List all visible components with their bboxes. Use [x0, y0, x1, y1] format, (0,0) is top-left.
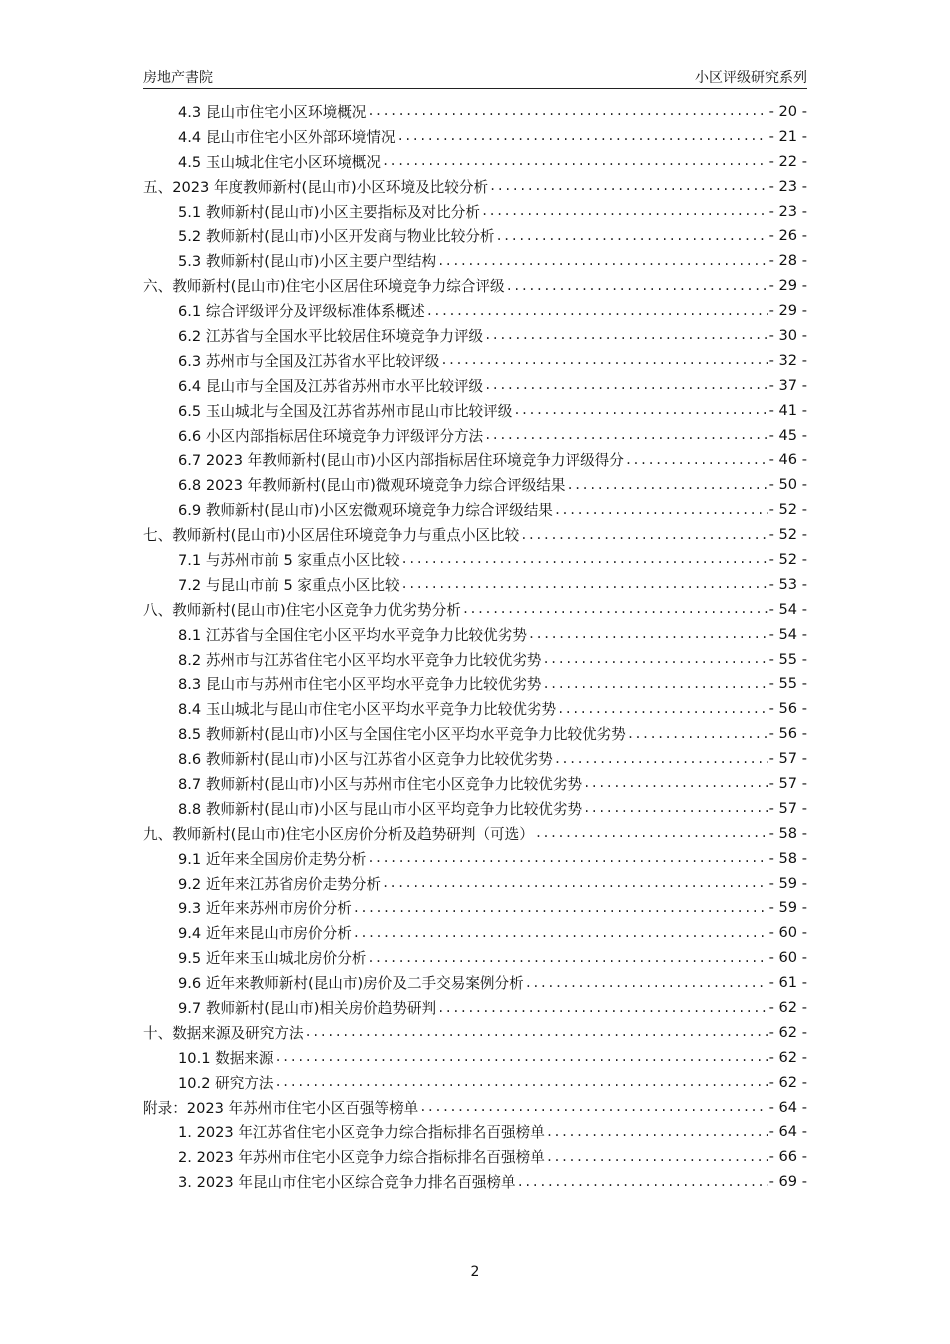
- toc-leader-dots: [437, 254, 767, 268]
- toc-leader-dots: [627, 727, 768, 741]
- toc-entry[interactable]: [143, 547, 807, 572]
- toc-leader-dots: [513, 403, 767, 417]
- toc-entry[interactable]: [143, 373, 807, 398]
- toc-entry-page: - 57 -: [768, 774, 807, 792]
- toc-entry-title: 8.3 昆山市与苏州市住宅小区平均水平竞争力比较优劣势: [178, 676, 542, 694]
- toc-entry-title: 附录：2023 年苏州市住宅小区百强等榜单: [143, 1099, 419, 1117]
- toc-entry[interactable]: [143, 1020, 807, 1045]
- toc-entry[interactable]: [143, 323, 807, 348]
- toc-leader-dots: [397, 129, 768, 143]
- toc-leader-dots: [546, 1125, 768, 1139]
- toc-entry-page: - 62 -: [768, 1023, 807, 1041]
- toc-entry-title: 8.4 玉山城北与昆山市住宅小区平均水平竞争力比较优劣势: [178, 701, 557, 719]
- toc-leader-dots: [546, 1150, 768, 1164]
- toc-leader-dots: [567, 478, 768, 492]
- toc-leader-dots: [305, 1025, 768, 1039]
- toc-entry-page: - 61 -: [768, 974, 807, 992]
- toc-entry[interactable]: [143, 572, 807, 597]
- toc-entry[interactable]: [143, 896, 807, 921]
- toc-entry-page: - 46 -: [768, 451, 807, 469]
- toc-entry-page: - 29 -: [768, 302, 807, 320]
- toc-entry[interactable]: [143, 174, 807, 199]
- toc-leader-dots: [275, 1075, 768, 1089]
- toc-entry[interactable]: [143, 647, 807, 672]
- toc-leader-dots: [382, 154, 768, 168]
- toc-entry-title: 六、教师新村(昆山市)住宅小区居住环境竞争力综合评级: [143, 278, 505, 296]
- toc-entry-title: 9.2 近年来江苏省房价走势分析: [178, 875, 381, 893]
- toc-entry-title: 6.7 2023 年教师新村(昆山市)小区内部指标居住环境竞争力评级得分: [178, 452, 624, 470]
- toc-entry-page: - 69 -: [768, 1173, 807, 1191]
- toc-entry-title: 2. 2023 年苏州市住宅小区竞争力综合指标排名百强榜单: [178, 1149, 545, 1167]
- toc-entry-page: - 58 -: [768, 824, 807, 842]
- toc-leader-dots: [535, 826, 768, 840]
- toc-leader-dots: [484, 378, 767, 392]
- toc-entry-title: 9.7 教师新村(昆山市)相关房价趋势研判: [178, 1000, 437, 1017]
- toc-entry[interactable]: [143, 223, 807, 248]
- toc-leader-dots: [462, 602, 768, 616]
- toc-entry-title: 9.5 近年来玉山城北房价分析: [178, 950, 367, 968]
- toc-entry-page: - 54 -: [768, 600, 807, 618]
- toc-leader-dots: [554, 503, 768, 517]
- toc-leader-dots: [543, 677, 768, 691]
- toc-entry-title: 五、2023 年度教师新村(昆山市)小区环境及比较分析: [143, 178, 489, 196]
- toc-entry[interactable]: [143, 671, 807, 696]
- toc-leader-dots: [367, 851, 767, 865]
- toc-entry[interactable]: [143, 423, 807, 448]
- toc-leader-dots: [506, 279, 768, 293]
- toc-entry-title: 8.6 教师新村(昆山市)小区与江苏省小区竞争力比较优劣势: [178, 751, 553, 769]
- toc-leader-dots: [496, 229, 768, 243]
- toc-entry[interactable]: [143, 497, 807, 522]
- toc-entry-page: - 41 -: [768, 401, 807, 419]
- toc-entry[interactable]: [143, 1169, 807, 1194]
- toc-entry-title: 十、数据来源及研究方法: [143, 1024, 304, 1042]
- toc-entry[interactable]: [143, 273, 807, 298]
- toc-entry-page: - 59 -: [768, 899, 807, 917]
- toc-entry[interactable]: [143, 821, 807, 846]
- toc-entry[interactable]: [143, 248, 807, 273]
- toc-entry-page: - 66 -: [768, 1148, 807, 1166]
- toc-entry-page: - 53 -: [768, 575, 807, 593]
- toc-entry[interactable]: [143, 398, 807, 423]
- toc-entry-page: - 32 -: [768, 351, 807, 369]
- toc-leader-dots: [401, 577, 768, 591]
- toc-entry-title: 9.6 近年来教师新村(昆山市)房价及二手交易案例分析: [178, 975, 524, 993]
- toc-entry-page: - 45 -: [768, 426, 807, 444]
- toc-entry[interactable]: [143, 721, 807, 746]
- toc-entry[interactable]: [143, 1045, 807, 1070]
- toc-entry-title: 6.2 江苏省与全国水平比较居住环境竞争力评级: [178, 327, 484, 345]
- toc-entry-title: 8.8 教师新村(昆山市)小区与昆山市小区平均竞争力比较优劣势: [178, 800, 583, 818]
- toc-entry-page: - 60 -: [768, 924, 807, 942]
- toc-leader-dots: [583, 801, 768, 815]
- toc-leader-dots: [481, 204, 768, 218]
- toc-entry[interactable]: [143, 348, 807, 373]
- toc-entry-page: - 57 -: [768, 799, 807, 817]
- toc-entry-title: 7.2 与昆山市前 5 家重点小区比较: [178, 576, 400, 594]
- toc-entry[interactable]: [143, 970, 807, 995]
- toc-entry-page: - 55 -: [768, 675, 807, 693]
- toc-entry[interactable]: [143, 871, 807, 896]
- toc-entry-page: - 62 -: [768, 999, 807, 1016]
- header-series-title: 小区评级研究系列: [695, 70, 807, 86]
- toc-leader-dots: [367, 951, 767, 965]
- toc-entry[interactable]: [143, 199, 807, 224]
- toc-entry[interactable]: [143, 447, 807, 472]
- toc-entry-page: - 21 -: [768, 127, 807, 145]
- toc-leader-dots: [353, 926, 768, 940]
- toc-entry-page: - 62 -: [768, 1048, 807, 1066]
- toc-entry-title: 八、教师新村(昆山市)住宅小区竞争力优劣势分析: [143, 601, 461, 619]
- toc-entry-page: - 50 -: [768, 476, 807, 494]
- toc-entry-title: 5.1 教师新村(昆山市)小区主要指标及对比分析: [178, 203, 480, 221]
- toc-entry-title: 8.7 教师新村(昆山市)小区与苏州市住宅小区竞争力比较优劣势: [178, 775, 583, 793]
- toc-entry-page: - 52 -: [768, 501, 807, 519]
- toc-entry[interactable]: [143, 696, 807, 721]
- toc-entry[interactable]: [143, 597, 807, 622]
- toc-entry-title: 6.8 2023 年教师新村(昆山市)微观环境竞争力综合评级结果: [178, 477, 566, 495]
- toc-entry[interactable]: [143, 846, 807, 871]
- toc-entry[interactable]: [143, 746, 807, 771]
- toc-leader-dots: [382, 876, 768, 890]
- toc-entry[interactable]: [143, 1095, 807, 1120]
- toc-entry-title: 4.4 昆山市住宅小区外部环境情况: [178, 128, 396, 146]
- toc-entry-title: 8.1 江苏省与全国住宅小区平均水平竞争力比较优劣势: [178, 626, 527, 644]
- toc-entry-title: 6.9 教师新村(昆山市)小区宏微观环境竞争力综合评级结果: [178, 502, 553, 520]
- toc-entry-page: - 22 -: [768, 152, 807, 170]
- toc-entry-page: - 58 -: [768, 849, 807, 867]
- toc-leader-dots: [554, 752, 768, 766]
- toc-leader-dots: [367, 104, 767, 118]
- page-number: 2: [470, 1264, 480, 1280]
- toc-entry[interactable]: [143, 771, 807, 796]
- toc-entry-title: 6.1 综合评级评分及评级标准体系概述: [178, 303, 425, 321]
- toc-entry-title: 8.5 教师新村(昆山市)小区与全国住宅小区平均水平竞争力比较优劣势: [178, 726, 626, 744]
- toc-entry-title: 6.4 昆山市与全国及江苏省苏州市水平比较评级: [178, 377, 484, 395]
- toc-leader-dots: [528, 627, 768, 641]
- toc-entry-title: 七、教师新村(昆山市)小区居住环境竞争力与重点小区比较: [143, 527, 520, 545]
- toc-entry-page: - 37 -: [768, 376, 807, 394]
- toc-leader-dots: [275, 1050, 768, 1064]
- page-header: [143, 64, 807, 89]
- toc-entry[interactable]: [143, 945, 807, 970]
- toc-entry-page: - 29 -: [768, 277, 807, 295]
- toc-leader-dots: [419, 1100, 767, 1114]
- toc-entry-title: 9.4 近年来昆山市房价分析: [178, 925, 352, 943]
- toc-entry-title: 4.3 昆山市住宅小区环境概况: [178, 103, 367, 121]
- toc-leader-dots: [489, 179, 768, 193]
- toc-entry-title: 5.2 教师新村(昆山市)小区开发商与物业比较分析: [178, 228, 495, 246]
- toc-entry-page: - 64 -: [768, 1123, 807, 1141]
- toc-leader-dots: [583, 776, 768, 790]
- toc-entry-page: - 30 -: [768, 326, 807, 344]
- toc-entry-title: 5.3 教师新村(昆山市)小区主要户型结构: [178, 253, 437, 271]
- toc-leader-dots: [353, 901, 768, 915]
- table-of-contents: [143, 99, 807, 1194]
- toc-entry-title: 7.1 与苏州市前 5 家重点小区比较: [178, 551, 400, 569]
- toc-entry-page: - 20 -: [768, 102, 807, 120]
- toc-entry-page: - 56 -: [768, 700, 807, 718]
- toc-entry-title: 6.3 苏州市与全国及江苏省水平比较评级: [178, 352, 440, 370]
- toc-entry-page: - 54 -: [768, 625, 807, 643]
- toc-entry-page: - 26 -: [768, 227, 807, 245]
- toc-entry-page: - 59 -: [768, 874, 807, 892]
- toc-entry[interactable]: [143, 298, 807, 323]
- toc-leader-dots: [520, 528, 767, 542]
- toc-entry-title: 6.6 小区内部指标居住环境竞争力评级评分方法: [178, 427, 484, 445]
- toc-entry-page: - 55 -: [768, 650, 807, 668]
- toc-leader-dots: [440, 353, 767, 367]
- toc-entry[interactable]: [143, 472, 807, 497]
- toc-entry[interactable]: [143, 99, 807, 124]
- toc-leader-dots: [625, 453, 768, 467]
- toc-leader-dots: [557, 702, 768, 716]
- toc-entry[interactable]: [143, 920, 807, 945]
- toc-entry-title: 10.2 研究方法: [178, 1074, 274, 1092]
- toc-entry-page: - 23 -: [768, 177, 807, 195]
- toc-entry-page: - 28 -: [768, 252, 807, 270]
- toc-entry[interactable]: [143, 622, 807, 647]
- toc-entry-page: - 23 -: [768, 202, 807, 220]
- toc-entry[interactable]: [143, 124, 807, 149]
- toc-entry-title: 6.5 玉山城北与全国及江苏省苏州市昆山市比较评级: [178, 402, 513, 420]
- toc-entry-title: 1. 2023 年江苏省住宅小区竞争力综合指标排名百强榜单: [178, 1124, 545, 1142]
- toc-entry-title: 9.3 近年来苏州市房价分析: [178, 900, 352, 918]
- toc-entry-title: 8.2 苏州市与江苏省住宅小区平均水平竞争力比较优劣势: [178, 651, 542, 669]
- toc-leader-dots: [525, 976, 768, 990]
- toc-entry[interactable]: [143, 995, 807, 1020]
- toc-entry[interactable]: [143, 1070, 807, 1095]
- toc-entry-title: 3. 2023 年昆山市住宅小区综合竞争力排名百强榜单: [178, 1174, 516, 1192]
- toc-entry-page: - 64 -: [768, 1098, 807, 1116]
- toc-entry-title: 4.5 玉山城北住宅小区环境概况: [178, 153, 381, 171]
- toc-entry-title: 9.1 近年来全国房价走势分析: [178, 850, 367, 868]
- toc-entry-page: - 62 -: [768, 1073, 807, 1091]
- toc-leader-dots: [484, 328, 767, 342]
- toc-entry-page: - 57 -: [768, 750, 807, 768]
- toc-entry[interactable]: [143, 796, 807, 821]
- toc-leader-dots: [401, 552, 768, 566]
- toc-entry-title: 九、教师新村(昆山市)住宅小区房价分析及趋势研判（可选）: [143, 825, 534, 843]
- header-publisher: 房地产書院: [143, 70, 213, 86]
- toc-leader-dots: [437, 1001, 767, 1015]
- toc-leader-dots: [426, 304, 768, 318]
- toc-entry-page: - 56 -: [768, 725, 807, 743]
- toc-entry-title: 10.1 数据来源: [178, 1049, 274, 1067]
- toc-leader-dots: [484, 428, 767, 442]
- toc-leader-dots: [517, 1175, 768, 1189]
- toc-entry[interactable]: [143, 522, 807, 547]
- toc-entry-page: - 52 -: [768, 550, 807, 568]
- toc-leader-dots: [543, 652, 768, 666]
- toc-entry[interactable]: [143, 1120, 807, 1145]
- toc-entry-page: - 52 -: [768, 526, 807, 544]
- toc-entry[interactable]: [143, 1144, 807, 1169]
- toc-entry[interactable]: [143, 149, 807, 174]
- toc-entry-page: - 60 -: [768, 949, 807, 967]
